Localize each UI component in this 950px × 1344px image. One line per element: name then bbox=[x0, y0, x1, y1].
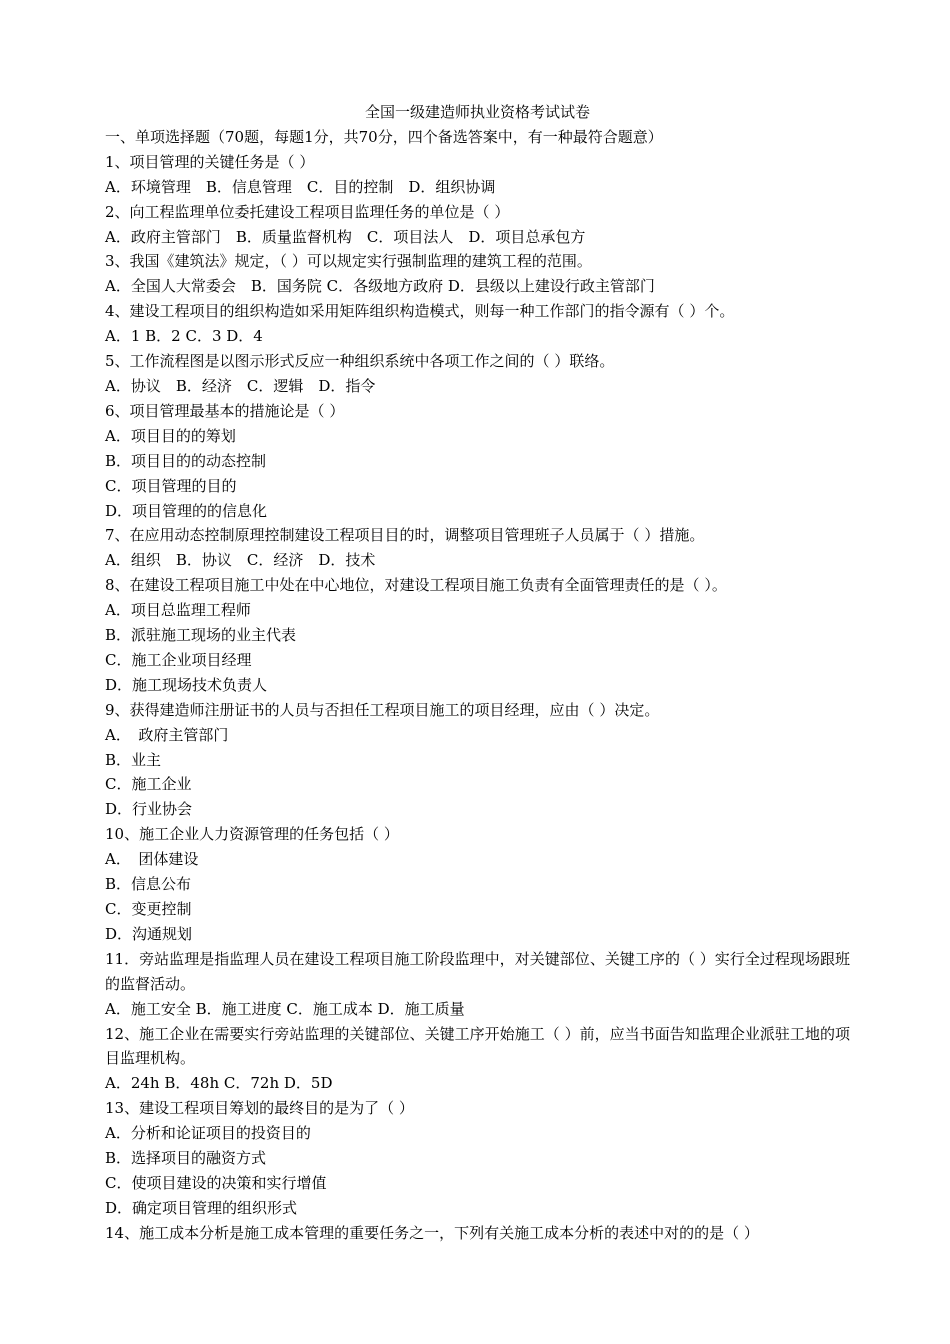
question-option: A．分析和论证项目的投资目的 bbox=[105, 1124, 311, 1143]
question-options: A．1 B．2 C．3 D．4 bbox=[105, 327, 263, 346]
question-option: C．施工企业 bbox=[105, 775, 192, 794]
question-options: A．政府主管部门 B．质量监督机构 C．项目法人 D．项目总承包方 bbox=[105, 227, 586, 246]
question-stem: 10、施工企业人力资源管理的任务包括（ ） bbox=[105, 825, 399, 844]
question-option: C．项目管理的目的 bbox=[105, 476, 237, 495]
section-heading: 一、单项选择题（70题，每题1分，共70分，四个备选答案中，有一种最符合题意） bbox=[105, 127, 663, 146]
question-option: A． 政府主管部门 bbox=[105, 725, 229, 744]
document-body bbox=[105, 100, 850, 1246]
question-option: B．信息公布 bbox=[105, 875, 192, 894]
question-options: A．24h B．48h C．72h D．5D bbox=[105, 1074, 333, 1093]
question-option: B．选择项目的融资方式 bbox=[105, 1149, 267, 1168]
question-stem: 6、项目管理最基本的措施论是（ ） bbox=[105, 401, 345, 420]
question-stem: 7、在应用动态控制原理控制建设工程项目目的时，调整项目管理班子人员属于（ ）措施。 bbox=[105, 526, 705, 545]
question-option: C．施工企业项目经理 bbox=[105, 650, 252, 669]
question-stem: 2、向工程监理单位委托建设工程项目监理任务的单位是（ ） bbox=[105, 202, 510, 221]
question-options: A．施工安全 B．施工进度 C．施工成本 D．施工质量 bbox=[105, 999, 465, 1018]
question-option: C．变更控制 bbox=[105, 900, 192, 918]
question-stem: 11．旁站监理是指监理人员在建设工程项目施工阶段监理中，对关键部位、关键工序的（ ）实行全过程现场跟班的监督活动。 bbox=[105, 949, 850, 993]
question-stem: 13、建设工程项目筹划的最终目的是为了（ ） bbox=[105, 1099, 414, 1118]
question-stem: 12、施工企业在需要实行旁站监理的关键部位、关键工序开始施工（ ）前，应当书面告知监理企业派驻工地的项目监理机构。 bbox=[105, 1024, 850, 1068]
document-title: 全国一级建造师执业资格考试试卷 bbox=[364, 103, 590, 121]
question-option: D．行业协会 bbox=[105, 800, 193, 819]
question-stem: 1、项目管理的关键任务是（ ） bbox=[105, 152, 315, 171]
question-stem: 5、工作流程图是以图示形式反应一种组织系统中各项工作之间的（ ）联络。 bbox=[105, 352, 615, 371]
question-options: A．组织 B．协议 C．经济 D．技术 bbox=[105, 551, 376, 570]
question-option: C．使项目建设的决策和实行增值 bbox=[105, 1173, 327, 1192]
question-option: A．项目目的的筹划 bbox=[105, 426, 236, 445]
question-options: A．全国人大常委会 B．国务院 C．各级地方政府 D．县级以上建设行政主管部门 bbox=[105, 277, 655, 296]
question-stem: 8、在建设工程项目施工中处在中心地位，对建设工程项目施工负责有全面管理责任的是（ ）。 bbox=[105, 576, 727, 595]
question-option: A．项目总监理工程师 bbox=[105, 601, 251, 620]
question-option: D．项目管理的的信息化 bbox=[105, 501, 268, 520]
question-option: D．施工现场技术负责人 bbox=[105, 675, 268, 694]
question-option: B．派驻施工现场的业主代表 bbox=[105, 626, 297, 645]
question-options: A．协议 B．经济 C．逻辑 D．指令 bbox=[105, 376, 376, 395]
question-stem: 4、建设工程项目的组织构造如采用矩阵组织构造模式，则每一种工作部门的指令源有（ ）个。 bbox=[105, 302, 735, 321]
question-option: D．确定项目管理的组织形式 bbox=[105, 1198, 298, 1217]
question-stem: 9、获得建造师注册证书的人员与否担任工程项目施工的项目经理，应由（ ）决定。 bbox=[105, 700, 660, 719]
question-option: A． 团体建设 bbox=[105, 850, 199, 869]
question-option: B．项目目的的动态控制 bbox=[105, 451, 267, 470]
question-stem: 3、我国《建筑法》规定，（ ）可以规定实行强制监理的建筑工程的范围。 bbox=[105, 252, 592, 271]
question-option: D．沟通规划 bbox=[105, 924, 193, 943]
question-options: A．环境管理 B．信息管理 C．目的控制 D．组织协调 bbox=[105, 177, 496, 196]
question-option: B．业主 bbox=[105, 750, 162, 769]
question-stem: 14、施工成本分析是施工成本管理的重要任务之一，下列有关施工成本分析的表述中对的的是（ ） bbox=[105, 1223, 759, 1242]
